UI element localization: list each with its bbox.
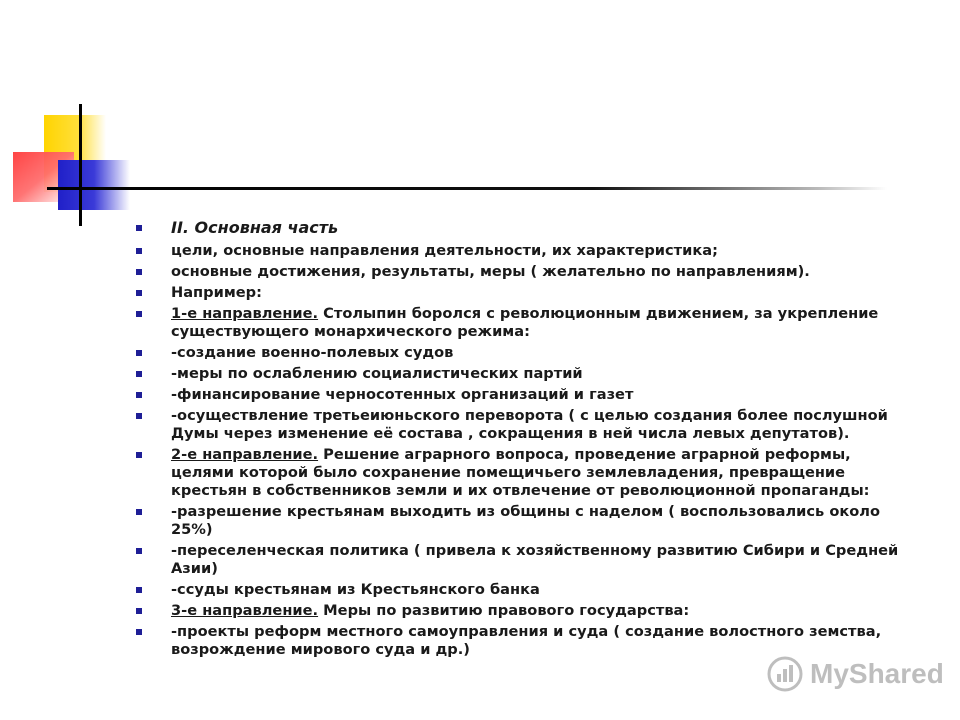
watermark-text: MyShared (810, 658, 944, 689)
bullet-icon (136, 350, 142, 356)
heading-text: II. Основная часть (171, 218, 339, 237)
item-text: -меры по ослаблению социалистических партий (171, 365, 583, 382)
list-item (136, 263, 906, 281)
direction-label: 2-е направление. (171, 446, 319, 463)
list-item (136, 581, 906, 599)
list-item-direction-3 (136, 602, 906, 620)
item-text: -ссуды крестьянам из Крестьянского банка (171, 581, 540, 598)
bullet-icon (136, 548, 142, 554)
direction-label: 3-е направление. (171, 602, 319, 619)
bullet-icon (136, 225, 142, 231)
bullet-icon (136, 371, 142, 377)
decor-horizontal-rule (47, 187, 887, 190)
item-text: -создание военно-полевых судов (171, 344, 454, 361)
bullet-icon (136, 452, 142, 458)
bullet-icon (136, 290, 142, 296)
list-item (136, 542, 906, 578)
item-text: -осуществление третьеиюньского переворота ( с целью создания более послушной Думы через изменение её состава , сокращения в ней числа левых депутатов). (171, 407, 888, 442)
slide-content (136, 219, 906, 662)
section-heading (136, 219, 906, 237)
list-item (136, 344, 906, 362)
item-text: Меры по развитию правового государства: (318, 602, 690, 619)
list-item-direction-1 (136, 305, 906, 341)
bullet-icon (136, 311, 142, 317)
bullet-icon (136, 392, 142, 398)
item-text: Например: (171, 284, 262, 301)
list-item (136, 503, 906, 539)
decor-vertical-line (79, 104, 82, 226)
bullet-icon (136, 587, 142, 593)
list-item (136, 386, 906, 404)
list-item (136, 242, 906, 260)
item-text: -переселенческая политика ( привела к хозяйственному развитию Сибири и Средней Азии) (171, 542, 899, 577)
myshared-logo-icon (766, 655, 804, 693)
decor-blue-square (58, 160, 130, 210)
bullet-icon (136, 248, 142, 254)
bullet-icon (136, 269, 142, 275)
direction-label: 1-е направление. (171, 305, 319, 322)
watermark (766, 654, 944, 694)
item-text: -проекты реформ местного самоуправления и суда ( создание волостного земства, возрождение мирового суда и др.) (171, 623, 882, 658)
item-text: цели, основные направления деятельности, их характеристика; (171, 242, 718, 259)
item-text: -финансирование черносотенных организаций и газет (171, 386, 634, 403)
item-text: основные достижения, результаты, меры ( желательно по направлениям). (171, 263, 810, 280)
item-text: Столыпин боролся с революционным движением, за укрепление существующего монархического режима: (171, 305, 879, 340)
bullet-icon (136, 629, 142, 635)
item-text: -разрешение крестьянам выходить из общины с наделом ( воспользовались около 25%) (171, 503, 881, 538)
list-item-direction-2 (136, 446, 906, 500)
list-item (136, 284, 906, 302)
bullet-icon (136, 509, 142, 515)
bullet-icon (136, 413, 142, 419)
list-item (136, 407, 906, 443)
item-text: Решение аграрного вопроса, проведение аграрной реформы, целями которой было сохранение помещичьего землевладения, превращение крестьян в собственников земли и их отвлечение от революционной пропаганды: (171, 446, 870, 499)
bullet-icon (136, 608, 142, 614)
list-item (136, 365, 906, 383)
